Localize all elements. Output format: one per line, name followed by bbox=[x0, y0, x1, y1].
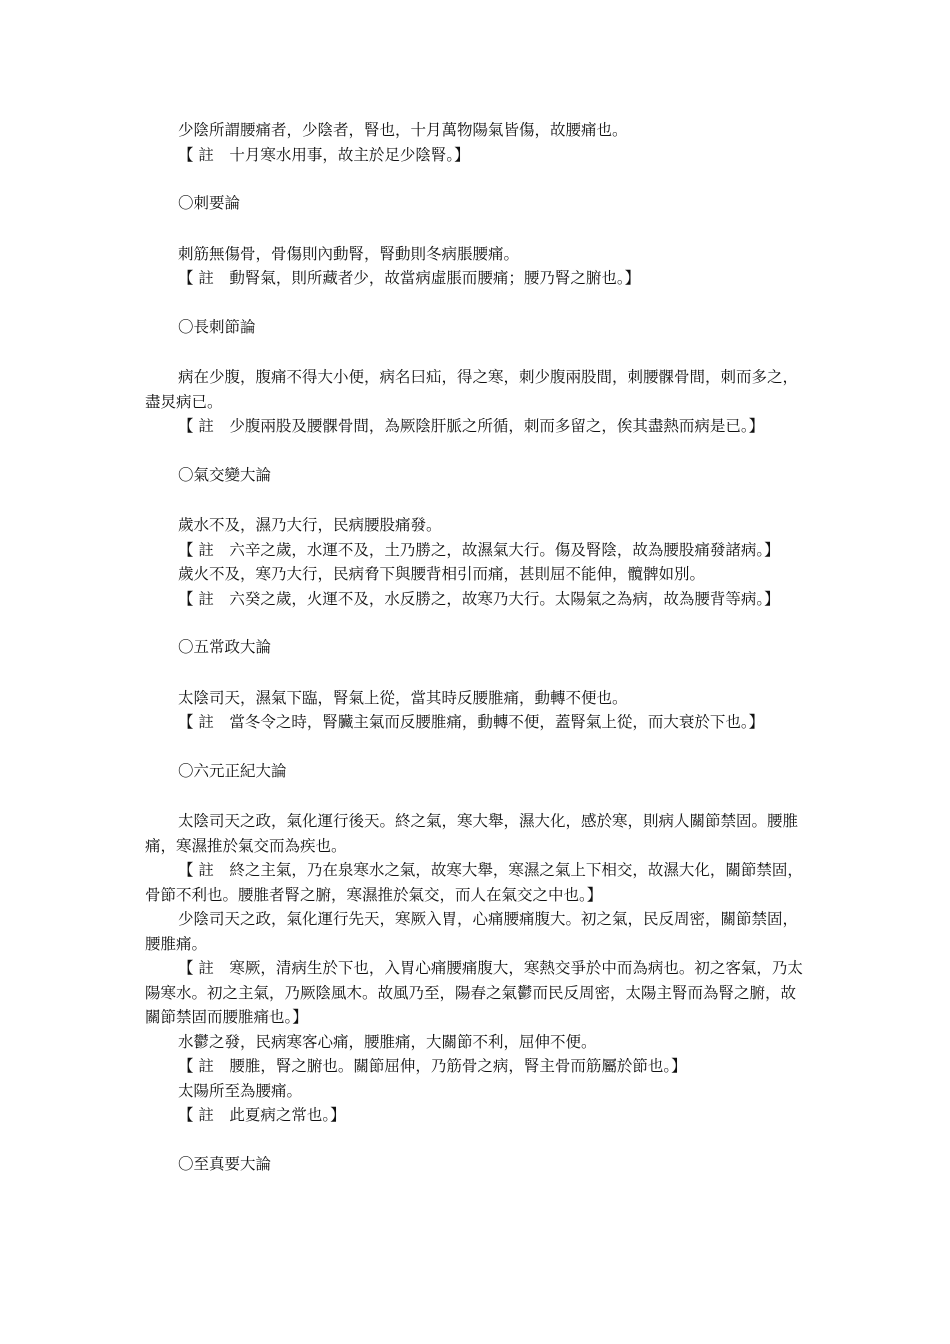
body-paragraph: 病在少腹，腹痛不得大小便，病名曰疝，得之寒，刺少腹兩股間，刺腰髁骨間，刺而多之，盡炅病已。 bbox=[145, 368, 799, 411]
section-heading: 〇至真要大論 bbox=[178, 1154, 272, 1173]
body-paragraph: 太陰司天，濕氣下臨，腎氣上從，當其時反腰脽痛，動轉不便也。 bbox=[178, 688, 628, 707]
body-paragraph: 少陰司天之政，氣化運行先天，寒厥入胃，心痛腰痛腹大。初之氣，民反周密，關節禁固，腰脽痛。 bbox=[145, 910, 799, 953]
annotation-note: 【 註 十月寒水用事，故主於足少陰腎。】 bbox=[178, 145, 470, 164]
annotation-note: 【 註 腰脽，腎之腑也。關節屈伸，乃筋骨之病，腎主骨而筋屬於節也。】 bbox=[178, 1057, 687, 1075]
body-paragraph: 少陰所謂腰痛者，少陰者，腎也，十月萬物陽氣皆傷，故腰痛也。 bbox=[178, 121, 628, 139]
document-page bbox=[145, 118, 810, 1176]
body-paragraph: 歲水不及，濕乃大行，民病腰股痛發。 bbox=[178, 516, 442, 534]
annotation-note: 【 註 寒厥，清病生於下也，入胃心痛腰痛腹大，寒熱交爭於中而為病也。初之客氣，乃太陽寒水。初之主氣，乃厥陰風木。故風乃至，陽春之氣鬱而民反周密，太陽主腎而為腎之腑，故關節禁固而腰脽痛也。】 bbox=[145, 959, 803, 1026]
section-heading: 〇氣交變大論 bbox=[178, 465, 272, 484]
body-paragraph: 水鬱之發，民病寒客心痛，腰脽痛，大關節不利，屈伸不便。 bbox=[178, 1032, 597, 1051]
annotation-note: 【 註 此夏病之常也。】 bbox=[178, 1106, 346, 1124]
annotation-note: 【 註 少腹兩股及腰髁骨間，為厥陰肝脈之所循，刺而多留之，俟其盡熱而病是已。】 bbox=[178, 417, 765, 435]
section-heading: 〇六元正紀大論 bbox=[178, 761, 287, 780]
section-heading: 〇長刺節論 bbox=[178, 317, 256, 336]
annotation-note: 【 註 六癸之歲，火運不及，水反勝之，故寒乃大行。太陽氣之為病，故為腰背等病。】 bbox=[178, 589, 780, 608]
body-paragraph: 刺筋無傷骨，骨傷則內動腎，腎動則冬病脹腰痛。 bbox=[178, 244, 520, 263]
annotation-note: 【 註 終之主氣，乃在泉寒水之氣，故寒大舉，寒濕之氣上下相交，故濕大化，關節禁固，骨節不利也。腰脽者腎之腑，寒濕推於氣交，而人在氣交之中也。】 bbox=[145, 861, 803, 904]
body-paragraph: 歲火不及，寒乃大行，民病脅下與腰背相引而痛，甚則屈不能伸，髖髀如別。 bbox=[178, 565, 706, 583]
section-heading: 〇刺要論 bbox=[178, 194, 241, 212]
annotation-note: 【 註 動腎氣，則所藏者少，故當病虛脹而腰痛；腰乃腎之腑也。】 bbox=[178, 269, 641, 287]
body-paragraph: 太陰司天之政，氣化運行後天。終之氣，寒大舉，濕大化，感於寒，則病人關節禁固。腰脽痛，寒濕推於氣交而為疾也。 bbox=[145, 812, 799, 855]
body-paragraph: 太陽所至為腰痛。 bbox=[178, 1081, 303, 1100]
annotation-note: 【 註 當冬令之時，腎臟主氣而反腰脽痛，動轉不便，蓋腎氣上從，而大衰於下也。】 bbox=[178, 713, 765, 731]
annotation-note: 【 註 六辛之歲，水運不及，土乃勝之，故濕氣大行。傷及腎陰，故為腰股痛發諸病。】 bbox=[178, 540, 780, 559]
section-heading: 〇五常政大論 bbox=[178, 638, 272, 656]
